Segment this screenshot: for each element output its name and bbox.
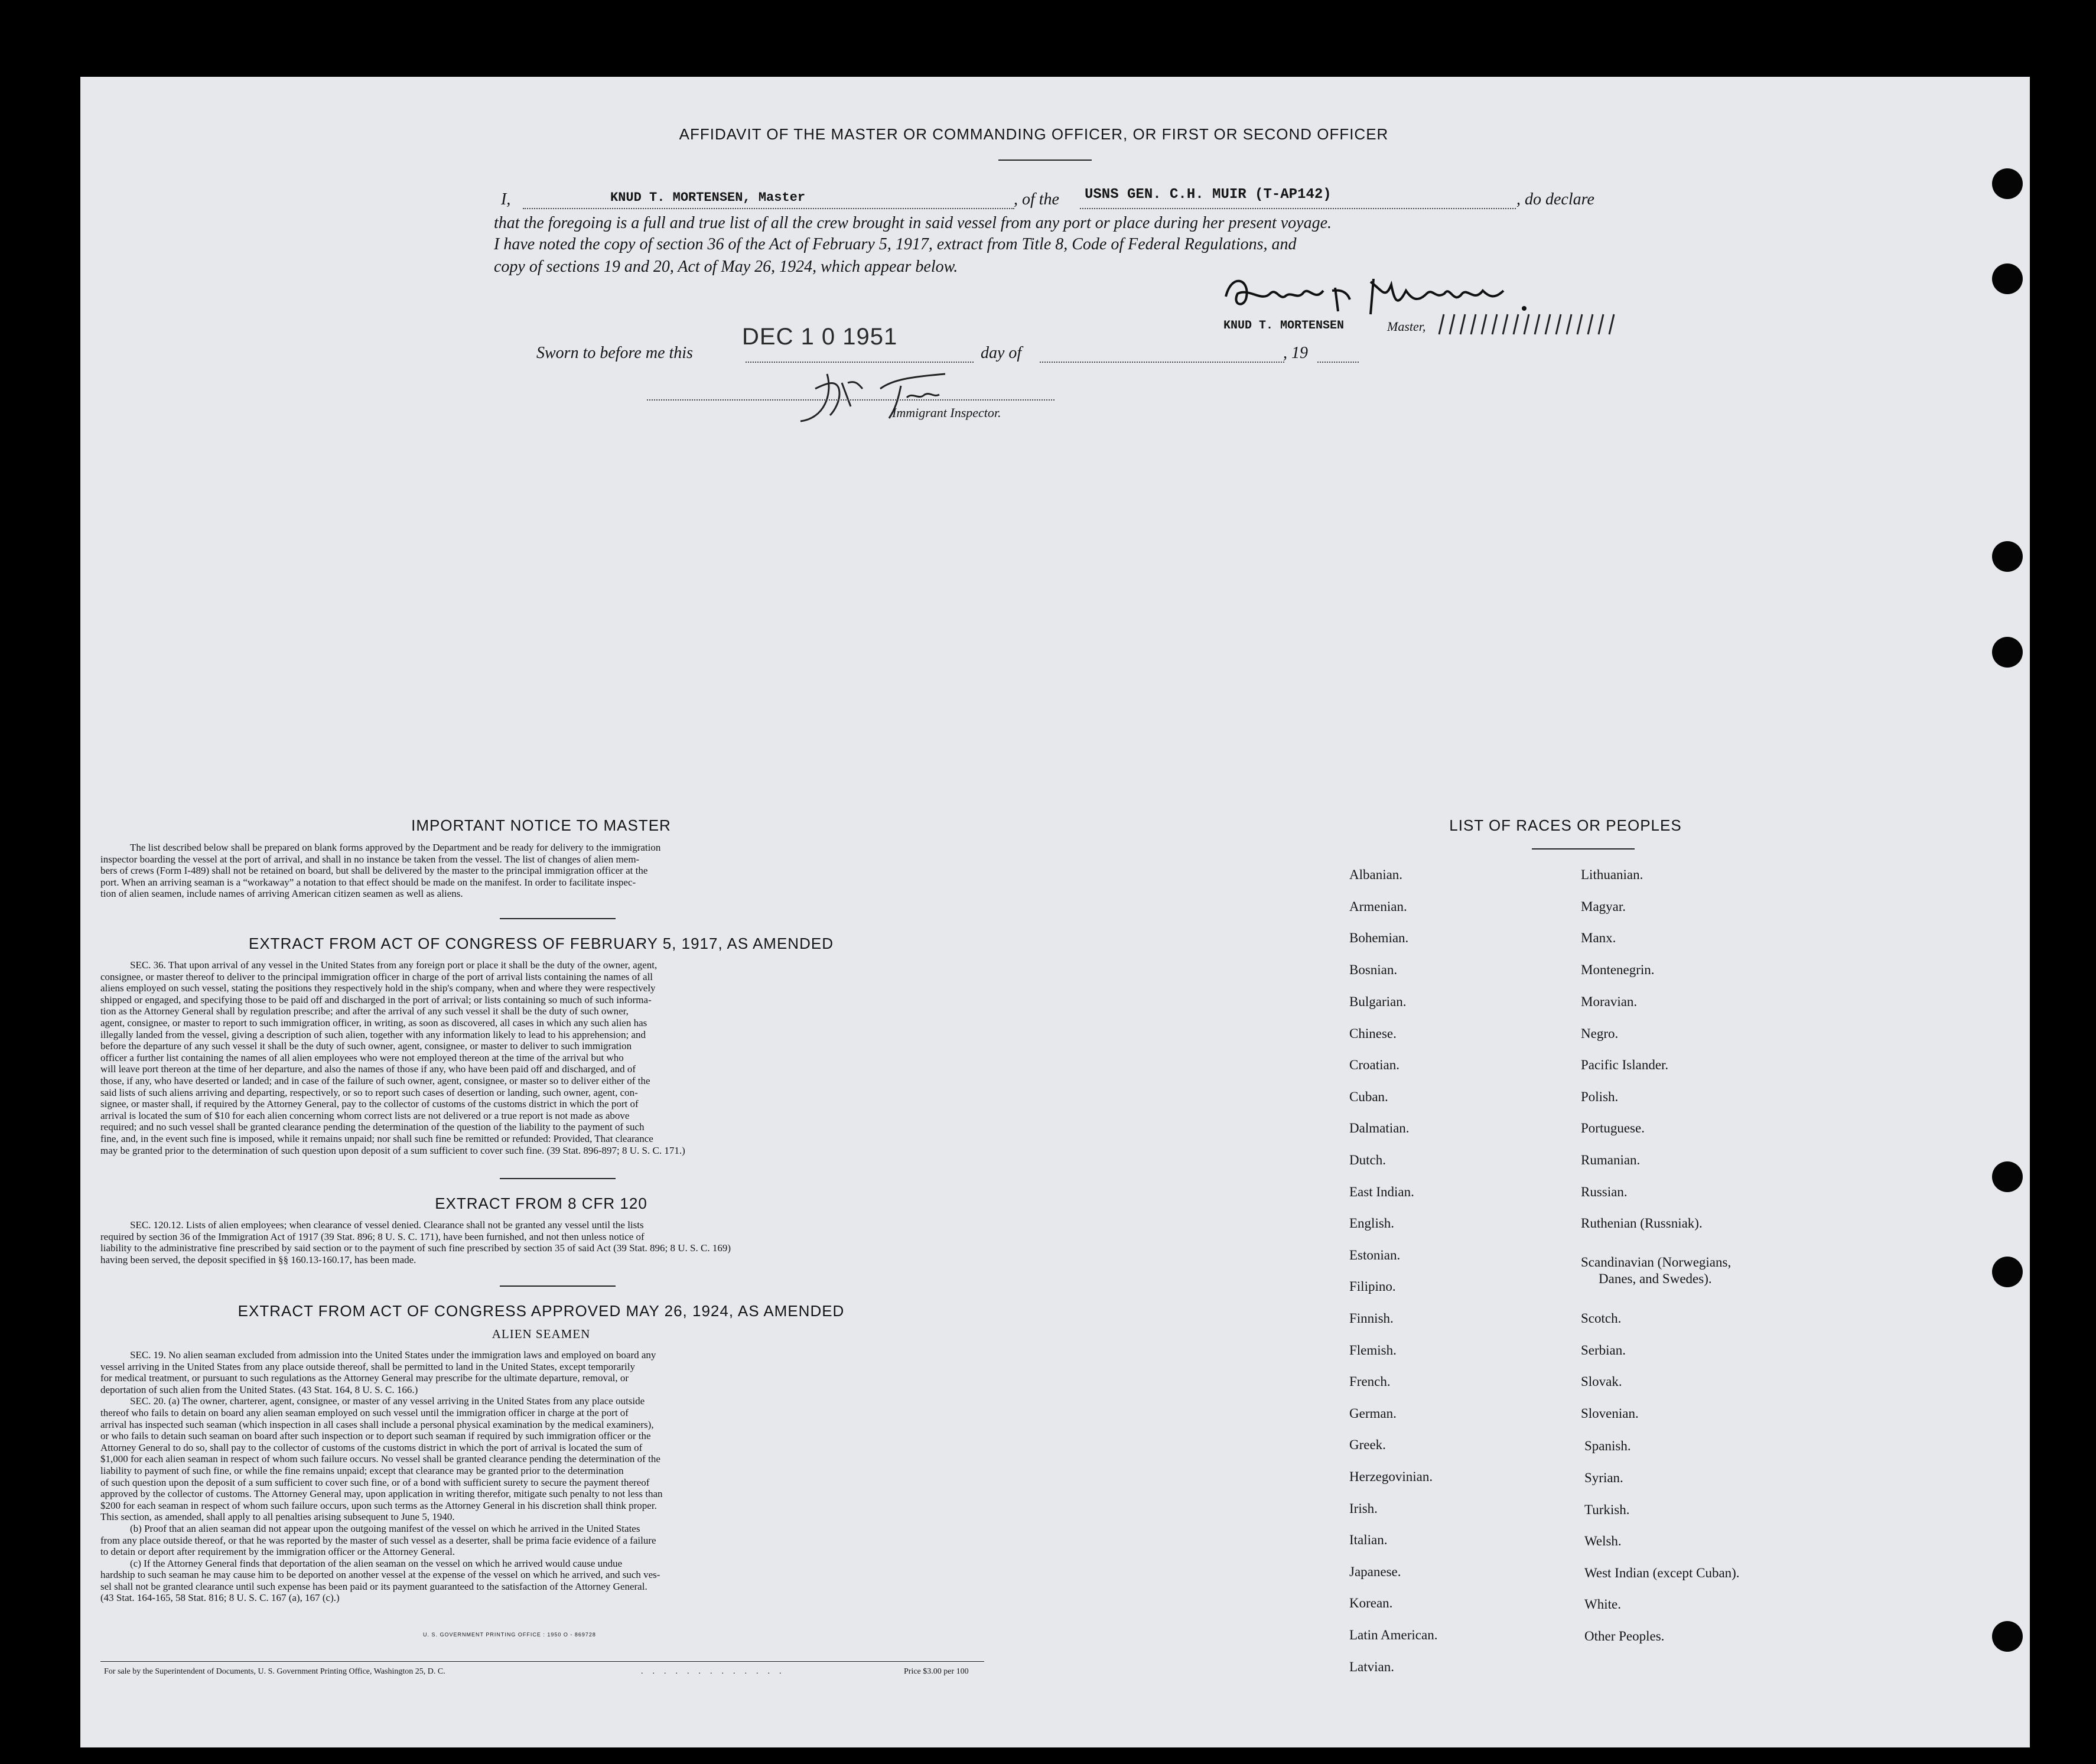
race-item: Finnish. [1349,1311,1394,1326]
extract-line: shipped or engaged, and specifying those to be paid off and discharged in the port of arrival; or lists containing so much of such informa- [100,994,652,1005]
race-item: Albanian. [1349,867,1403,882]
extract-line: said lists of such aliens arriving and departing, respectively, or so to report such cases of desertion or landing, such owner, agent, con- [100,1086,638,1098]
extract-line: Attorney General to do so, shall pay to the collector of customs of the customs district in which the port of arrival is located the sum of [100,1441,643,1453]
race-item: Dalmatian. [1349,1121,1410,1135]
race-item: Slovak. [1581,1374,1622,1389]
race-item: Spanish. [1584,1438,1631,1453]
extract-line: (b) Proof that an alien seaman did not appear upon the outgoing manifest of the vessel on which he arrived in the United States [130,1522,640,1534]
title-divider [998,160,1092,161]
race-item: Filipino. [1349,1279,1396,1294]
extract-line: tion as the Attorney General shall by regulation prescribe; and after the arrival of any such vessel it shall be the duty of such owner, [100,1005,629,1017]
do-declare-label: , do declare [1516,190,1594,209]
extract-1924-title: EXTRACT FROM ACT OF CONGRESS APPROVED MAY 26, 1924, AS AMENDED [237,1302,845,1320]
extract-line: or who fails to detain such seaman on board after such inspection or to deport such seaman if required by such immigration officer or the [100,1430,651,1442]
race-item: Croatian. [1349,1057,1399,1072]
extract-line: officer a further list containing the names of all alien employees who were not employed thereon at the time of the arrival but who [100,1052,624,1063]
extract-line: liability to the administrative fine prescribed by said section or to the payment of such fine prescribed by section 35 of said Act (39 Stat. 896; 8 U. S. C. 169) [100,1242,731,1254]
race-item: Polish. [1581,1089,1619,1104]
section-divider [500,1285,616,1287]
notice-line: The list described below shall be prepared on blank forms approved by the Department and be ready for delivery to the immigration [130,842,661,853]
extract-line: SEC. 36. That upon arrival of any vessel in the United States from any foreign port or place it shall be the duty of the owner, agent, [130,959,658,971]
race-item: Russian. [1581,1184,1628,1199]
notice-line: tion of alien seamen, include names of arriving American citizen seamen as well as aliens. [100,888,463,900]
race-item: Armenian. [1349,899,1407,914]
punch-hole [1992,168,2023,199]
extract-line: vessel arriving in the United States from any place outside thereof, shall be permitted to land in the United States, except temporarily [100,1361,635,1372]
affidavit-line-4: copy of sections 19 and 20, Act of May 26, 1924, which appear below. [494,258,958,276]
race-item: Cuban. [1349,1089,1388,1104]
inspector-underline [647,399,1054,401]
race-item: Estonian. [1349,1248,1401,1262]
race-item: Bohemian. [1349,930,1409,945]
section-divider [500,918,616,919]
race-item: West Indian (except Cuban). [1584,1566,1740,1580]
name-underline [523,208,1014,209]
extract-8cfr-title: EXTRACT FROM 8 CFR 120 [435,1195,647,1212]
footer-leader-dots: ............. [641,1667,791,1676]
extract-line: SEC. 20. (a) The owner, charterer, agent, consignee, or master of any vessel arriving in the United States from any place outside [130,1395,645,1407]
notice-line: port. When an arriving seaman is a “workaway” a notation to that effect should be made on the manifest. In order to facilitate inspec- [100,876,636,888]
race-item: Irish. [1349,1501,1378,1516]
notice-title: IMPORTANT NOTICE TO MASTER [411,816,671,834]
race-item: Ruthenian (Russniak). [1581,1216,1703,1231]
extract-line: sel shall not be granted clearance until such expense has been paid or its payment guaranteed to the satisfaction of the Attorney General. [100,1580,647,1592]
race-item: Turkish. [1584,1502,1630,1517]
extract-line: aliens employed on such vessel, stating the positions they respectively hold in the ship's company, when and where they were respectively [100,982,656,994]
extract-1924-body [100,1349,984,1604]
race-item: German. [1349,1406,1397,1421]
race-item: Scandinavian (Norwegians, [1581,1255,1732,1270]
race-item: Korean. [1349,1596,1393,1610]
year-label: , 19 [1283,344,1308,362]
extract-line: arrival is located the sum of $10 for each alien concerning whom correct lists are not delivered or a true report is not made as above [100,1109,630,1121]
extract-1924-subtitle: ALIEN SEAMEN [492,1327,591,1341]
race-item: Herzegovinian. [1349,1469,1433,1484]
race-item: Magyar. [1581,899,1626,914]
extract-line: consignee, or master thereof to deliver to the principal immigration officer in charge of the port of arrival lists containing the names of all [100,971,653,982]
race-item: English. [1349,1216,1395,1231]
affidavit-line-2: that the foregoing is a full and true list of all the crew brought in said vessel from any port or place during her present voyage. [494,214,1332,232]
extract-line: of such question upon the deposit of a sum sufficient to cover such fine, or of a bond with sufficient surety to secure the payment thereof [100,1476,650,1488]
sworn-underline [746,362,974,363]
extract-line: $1,000 for each alien seaman in respect of whom such failure occurs. No vessel shall be granted clearance pending the determination of the [100,1453,660,1465]
extract-line: deportation of such alien from the United States. (43 Stat. 164, 8 U. S. C. 166.) [100,1384,418,1395]
sworn-label: Sworn to before me this [536,344,693,362]
race-item: Syrian. [1584,1470,1623,1485]
race-item: Bosnian. [1349,962,1398,977]
race-item: Rumanian. [1581,1153,1641,1167]
year-underline [1317,362,1359,363]
race-item: Chinese. [1349,1026,1397,1041]
race-item: Italian. [1349,1532,1388,1547]
gpo-imprint: U. S. GOVERNMENT PRINTING OFFICE : 1950 O - 869728 [423,1632,596,1638]
inspector-label: Immigrant Inspector. [892,405,1001,420]
race-item: Slovenian. [1581,1406,1639,1421]
extract-line: those, if any, who have deserted or landed; and in case of the failure of such owner, agent, consignee, or master so to deliver either of the [100,1075,650,1086]
extract-1917-body [100,959,984,1156]
race-item: Negro. [1581,1026,1619,1041]
extract-line: SEC. 120.12. Lists of alien employees; when clearance of vessel denied. Clearance shall not be granted any vessel until the lists [130,1219,644,1231]
extract-line: fine, and, in the event such fine is imposed, while it remains unpaid; nor shall such fine be remitted or refunded: Provided, That clearance [100,1132,653,1144]
race-item: White. [1584,1597,1621,1612]
affidavit-title: AFFIDAVIT OF THE MASTER OR COMMANDING OFFICER, OR FIRST OR SECOND OFFICER [679,125,1389,143]
master-name: KNUD T. MORTENSEN, Master [610,190,806,205]
notice-body [100,842,984,900]
extract-line: signee, or master shall, if required by the Attorney General, pay to the collector of customs of the customs district in which the port of [100,1098,639,1110]
extract-line: thereof who fails to detain on board any alien seaman employed on such vessel until the immigration officer in charge at the port of [100,1407,629,1418]
extract-line: may be granted prior to the determination of such question upon deposit of a sum sufficient to cover such fine. (39 Stat. 896-897; 8 U. S. C. 171.) [100,1144,685,1156]
race-item: East Indian. [1349,1184,1414,1199]
footer-right: Price $3.00 per 100 [904,1667,969,1676]
extract-line: for medical treatment, or pursuant to such regulations as the Attorney General may prescribe for the ultimate departure, removal, or [100,1372,629,1384]
punch-hole [1992,541,2023,572]
race-item: Greek. [1349,1437,1386,1452]
extract-8cfr-body [100,1219,984,1265]
extract-line: to detain or deport after requirement by the immigration officer or the Attorney General. [100,1546,455,1558]
day-of-label: day of [981,344,1022,362]
race-item: Danes, and Swedes). [1599,1271,1712,1286]
race-item: Pacific Islander. [1581,1057,1669,1072]
footer-rule [100,1661,984,1662]
race-item: Scotch. [1581,1311,1622,1326]
race-item: Flemish. [1349,1343,1397,1358]
race-item: Moravian. [1581,994,1638,1009]
races-title: LIST OF RACES OR PEOPLES [1449,816,1682,834]
notice-line: inspector boarding the vessel at the port of arrival, and shall in no instance be taken from the vessel. The list of changes of alien mem- [100,853,640,865]
vessel-underline [1080,208,1516,209]
race-item: Serbian. [1581,1343,1626,1358]
extract-line: agent, consignee, or master to report to such immigration officer, in writing, as soon as discovered, all cases in which any such alien has [100,1017,647,1029]
race-item: Portuguese. [1581,1121,1645,1135]
extract-line: SEC. 19. No alien seaman excluded from admission into the United States under the immigration laws and employed on board any [130,1349,656,1361]
race-item: Lithuanian. [1581,867,1643,882]
race-item: Dutch. [1349,1153,1386,1167]
races-divider [1532,848,1635,850]
punch-hole [1992,637,2023,668]
affidavit-i: I, [501,190,511,209]
extract-line: from any place outside thereof, or that he was reported by the master of such vessel as a deserter, shall be prima facie evidence of a failure [100,1534,656,1546]
extract-1917-title: EXTRACT FROM ACT OF CONGRESS OF FEBRUARY 5, 1917, AS AMENDED [249,935,834,952]
of-the-label: , of the [1014,190,1059,209]
month-underline [1040,362,1284,363]
punch-hole [1992,1257,2023,1287]
signature-typed-name: KNUD T. MORTENSEN [1223,319,1345,333]
punch-hole [1992,263,2023,294]
race-item: Bulgarian. [1349,994,1407,1009]
extract-line: arrival has inspected such seaman (which inspection in all cases shall include a personal physical examination by the medical examiners), [100,1418,654,1430]
extract-line: required; and no such vessel shall be granted clearance pending the determination of the question of the liability to the payment of such [100,1121,645,1133]
extract-line: before the departure of any such vessel it shall be the duty of such owner, agent, consignee, or master to deliver to such immigration [100,1040,632,1052]
section-divider [500,1178,616,1179]
vessel-name: USNS GEN. C.H. MUIR (T-AP142) [1085,187,1332,203]
extract-line: (c) If the Attorney General finds that deportation of the alien seaman on the vessel on which he arrived would cause undue [130,1557,623,1569]
affidavit-line-3: I have noted the copy of section 36 of the Act of February 5, 1917, extract from Title 8, Code of Federal Regulations, and [494,235,1297,253]
punch-hole [1992,1161,2023,1192]
notice-line: bers of crews (Form I-489) shall not be retained on board, but shall be delivered by the master to the principal immigration officer at the [100,865,648,877]
race-item: Latin American. [1349,1628,1438,1642]
extract-line: liability to payment of such fine, or while the fine remains unpaid; except that clearance may be granted prior to the determination [100,1464,624,1476]
race-item: Latvian. [1349,1659,1394,1674]
extract-line: $200 for each seaman in respect of whom such failure occurs, upon such terms as the Attorney General in his discretion shall think proper. [100,1499,657,1511]
struck-out-titles [1433,311,1622,337]
signature-role: Master, [1387,319,1426,334]
extract-line: hardship to such seaman he may cause him to be deported on another vessel at the expense of the vessel on which he arrived, and such ves- [100,1569,660,1581]
extract-line: having been served, the deposit specified in §§ 160.13-160.17, has been made. [100,1254,416,1265]
footer-left: For sale by the Superintendent of Documents, U. S. Government Printing Office, Washington 25, D. C. [104,1667,445,1676]
extract-line: approved by the collector of customs. The Attorney General may, upon application in writing therefor, mitigate such penalty to not less than [100,1488,663,1500]
race-item: Manx. [1581,930,1616,945]
date-stamp: DEC 1 0 1951 [742,324,898,350]
extract-line: illegally landed from the vessel, giving a description of such alien, together with any information likely to lead to his apprehension; and [100,1029,646,1040]
extract-line: This section, as amended, shall apply to all penalties arising subsequent to June 5, 1940. [100,1511,455,1523]
race-item: Japanese. [1349,1564,1401,1579]
punch-hole [1992,1621,2023,1652]
race-item: Montenegrin. [1581,962,1655,977]
extract-line: will leave port thereon at the time of her departure, and also the names of those if any, who have been paid off and discharged, and of [100,1063,636,1075]
extract-line: (43 Stat. 164-165, 58 Stat. 816; 8 U. S. C. 167 (a), 167 (c).) [100,1592,340,1604]
extract-line: required by section 36 of the Immigration Act of 1917 (39 Stat. 896; 8 U. S. C. 171), have been furnished, and not then unless notice of [100,1231,645,1242]
race-item: Other Peoples. [1584,1629,1665,1643]
race-item: French. [1349,1374,1391,1389]
race-item: Welsh. [1584,1534,1622,1548]
